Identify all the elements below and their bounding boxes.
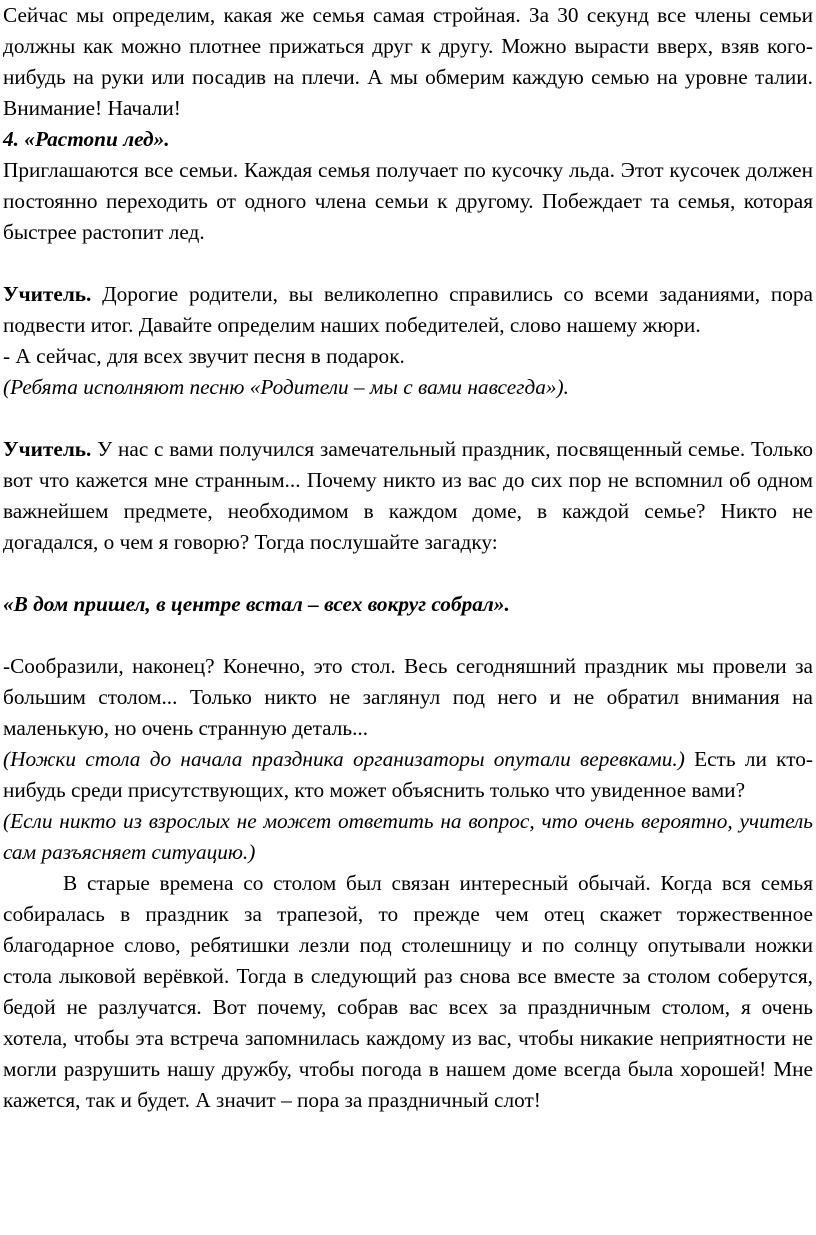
blank-line xyxy=(3,248,813,279)
table-legs-question: Есть ли кто-нибудь среди присутствующих, кто может объяснить только что увиденное вами? xyxy=(3,747,813,802)
paragraph-song-gift: - А сейчас, для всех звучит песня в подарок. xyxy=(3,344,405,368)
blank-line xyxy=(3,403,813,434)
paragraph-melt-ice-rules: Приглашаются все семьи. Каждая семья получает по кусочку льда. Этот кусочек должен постоянно переходить от одного члена семьи к другому. Побеждает та семья, которая быстрее растопит лед. xyxy=(3,158,813,244)
paragraph-table-answer: -Сообразили, наконец? Конечно, это стол. Весь сегодняшний праздник мы провели за большим столом... Только никто не заглянул под него и не обратил внимания на маленькую, но очень странную деталь... xyxy=(3,654,813,740)
teacher-holiday-text: У нас с вами получился замечательный праздник, посвященный семье. Только вот что кажется мне странным... Почему никто из вас до сих пор не вспомнил об одном важнейшем предмете, необходимом в каждом доме, в каждой семье? Никто не догадался, о чем я говорю? Тогда послушайте загадку: xyxy=(3,437,813,554)
paragraph-family-measure: Сейчас мы определим, какая же семья самая стройная. За 30 секунд все члены семьи должны как можно плотнее прижаться друг к другу. Можно вырасти вверх, взяв кого-нибудь на руки или посадив на плечи. А мы обмерим каждую семью на уровне талии. Внимание! Начали! xyxy=(3,3,813,120)
document-page xyxy=(3,0,813,1116)
riddle-text: «В дом пришел, в центре встал – всех вокруг собрал». xyxy=(3,592,510,616)
teacher-label: Учитель. xyxy=(3,437,92,461)
paragraph-song-note: (Ребята исполняют песню «Родители – мы с вами навсегда»). xyxy=(3,375,569,399)
paragraph-table-legs xyxy=(3,744,813,806)
paragraph-teacher-holiday xyxy=(3,434,813,558)
paragraph-teacher-explains-note: (Если никто из взрослых не может ответить на вопрос, что очень вероятно, учитель сам разъясняет ситуацию.) xyxy=(3,809,813,864)
heading-melt-ice: 4. «Растопи лед». xyxy=(3,127,170,151)
paragraph-old-custom: В старые времена со столом был связан интересный обычай. Когда вся семья собиралась в праздник за трапезой, то прежде чем отец скажет торжественное благодарное слово, ребятишки лезли под столешницу и по солнцу опутывали ножки стола лыковой верёвкой. Тогда в следующий раз снова все вместе за столом соберутся, бедой не разлучатся. Вот почему, собрав вас всех за праздничным столом, я очень хотела, чтобы эта встреча запомнилась каждому из вас, чтобы никакие неприятности не могли разрушить нашу дружбу, чтобы погода в нашем доме всегда была хорошей! Мне кажется, так и будет. А значит – пора за праздничный слот! xyxy=(3,871,813,1112)
paragraph-teacher-results xyxy=(3,279,813,341)
table-legs-note: (Ножки стола до начала праздника организаторы опутали веревками.) xyxy=(3,747,685,771)
teacher-results-text: Дорогие родители, вы великолепно справились со всеми заданиями, пора подвести итог. Давайте определим наших победителей, слово нашему жюри. xyxy=(3,282,813,337)
blank-line xyxy=(3,620,813,651)
blank-line xyxy=(3,558,813,589)
teacher-label: Учитель. xyxy=(3,282,92,306)
